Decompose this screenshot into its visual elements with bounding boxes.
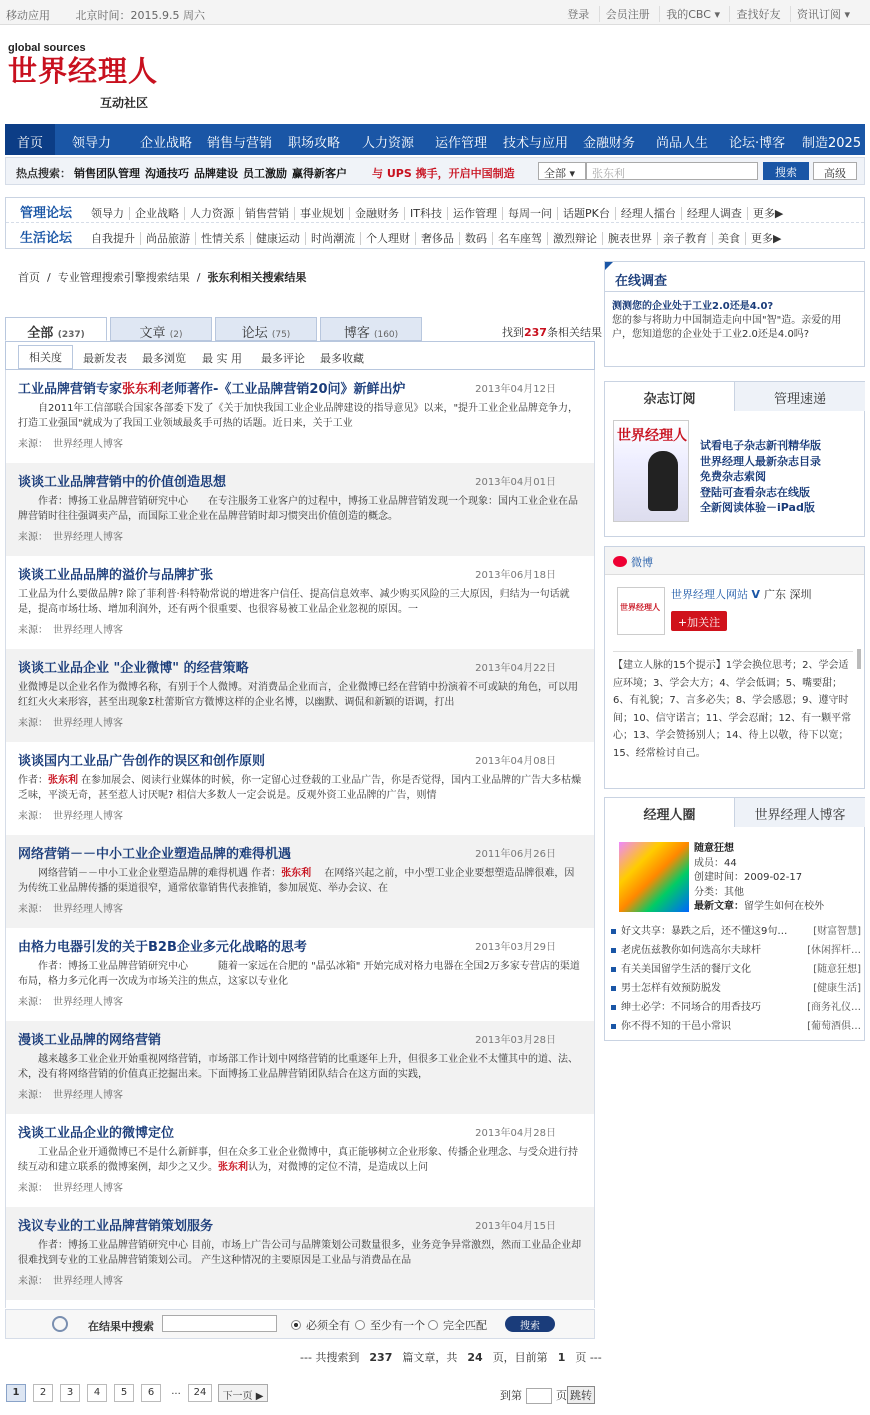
result-source: 来源： 世界经理人博客 xyxy=(18,718,123,729)
result-date: 2013年03月28日 xyxy=(475,1035,556,1046)
breadcrumb-home[interactable]: 首页 xyxy=(18,271,40,284)
news-subscribe-link[interactable]: 资讯订阅 ▾ xyxy=(790,6,856,22)
nav-hr[interactable]: 人力资源 xyxy=(362,136,415,151)
hot-keyword[interactable]: 品牌建设 xyxy=(194,167,238,180)
jump-button[interactable]: 跳转 xyxy=(567,1386,595,1404)
magazine-link[interactable]: 全新阅读体验－iPad版 xyxy=(700,501,815,514)
forum-more-link[interactable]: 更多▶ xyxy=(751,232,782,245)
breadcrumb-current: 张东利相关搜索结果 xyxy=(207,271,307,284)
result-source: 来源： 世界经理人博客 xyxy=(18,1183,123,1194)
result-summary xyxy=(18,866,582,896)
forum-link[interactable]: 个人理财 xyxy=(361,232,416,245)
hot-keyword[interactable]: 员工激励 xyxy=(243,167,287,180)
tab-manager-blog[interactable]: 世界经理人博客 xyxy=(735,798,865,827)
title-text: 谈谈工业品企业 "企业微博" 的经营策略 xyxy=(18,661,249,676)
tab-articles[interactable] xyxy=(110,317,212,341)
forum-link[interactable]: 领导力 xyxy=(86,207,130,220)
result-summary xyxy=(18,773,582,803)
result-source: 来源： 世界经理人博客 xyxy=(18,532,123,543)
result-date: 2013年04月01日 xyxy=(475,477,556,488)
result-summary xyxy=(18,680,582,710)
breadcrumb-sep: / xyxy=(47,271,51,284)
tab-label: 博客 xyxy=(343,326,370,341)
life-forum-row xyxy=(6,223,864,248)
search-input[interactable]: 张东利 xyxy=(586,162,758,180)
magnifier-icon xyxy=(52,1316,68,1332)
sort-relevance[interactable]: 相关度 xyxy=(18,345,73,369)
sort-most-comments[interactable]: 最多评论 xyxy=(261,352,305,365)
result-item xyxy=(6,649,594,742)
forum-link[interactable]: 名车座驾 xyxy=(493,232,548,245)
search-within-input[interactable] xyxy=(162,1315,277,1332)
manager-circle-box xyxy=(604,797,865,1041)
title-text: 工业品牌营销专家 xyxy=(18,382,123,397)
summary-text: 在网络兴起之前，中小型工业企业要想塑造品牌很难，因为传统工业品牌传播的渠道很窄，通常依靠销售代表推销，参加展览、举办会议、在 xyxy=(18,868,575,894)
circle-item-title: 男士怎样有效预防脱发 xyxy=(621,983,721,994)
goto-label: 到第 xyxy=(500,1389,522,1402)
search-within-results xyxy=(5,1309,595,1339)
tab-count: (75) xyxy=(271,330,291,340)
forum-link[interactable]: 每周一问 xyxy=(503,207,558,220)
breadcrumb-sep: / xyxy=(196,271,201,284)
forum-link[interactable]: 自我提升 xyxy=(86,232,141,245)
summary-highlight: 张东利 xyxy=(281,868,312,879)
circle-item-title: 你不得不知的干邑小常识 xyxy=(621,1021,731,1032)
result-source: 来源： 世界经理人博客 xyxy=(18,439,123,450)
summary-highlight: 张东利 xyxy=(48,775,78,786)
radio-label: 完全匹配 xyxy=(443,1319,487,1332)
forum-link[interactable]: 数码 xyxy=(460,232,493,245)
avatar-text: 世界经理人 xyxy=(620,603,660,612)
radio-exact-match[interactable] xyxy=(428,1317,487,1333)
result-summary xyxy=(18,587,582,617)
result-summary xyxy=(18,1052,582,1082)
result-summary xyxy=(18,401,582,431)
tab-count: (160) xyxy=(373,330,399,340)
group-created: 创建时间：2009-02-17 xyxy=(694,872,803,883)
forum-link[interactable]: 金融财务 xyxy=(350,207,405,220)
result-summary xyxy=(18,1145,582,1175)
online-survey-box xyxy=(604,261,865,367)
result-source: 来源： 世界经理人博客 xyxy=(18,811,123,822)
weibo-account-name[interactable]: 世界经理人网站 xyxy=(671,588,748,601)
survey-question-link[interactable]: 测测您的企业处于工业2.0还是4.0? xyxy=(612,301,774,312)
stats-text: 页 --- xyxy=(575,1351,602,1364)
mobile-app-link[interactable]: 移动应用 xyxy=(6,9,50,22)
summary-text: 越来越多工业企业开始重视网络营销，市场部工作计划中网络营销的比重逐年上升，但很多工业企业不太懂其中的道、法、术，没有将网络营销的价值真正挖掘出来。下面博扬工业品牌营销团队结合在这方面的实践， xyxy=(18,1054,578,1080)
found-suffix: 条相关结果 xyxy=(546,326,602,339)
tab-all[interactable] xyxy=(5,317,107,341)
tab-label: 论坛 xyxy=(241,326,268,341)
summary-text: 工业品为什么要做品牌? 除了菲利普·科特勒常说的增进客户信任、提高信息效率、减少购买风险的三大原因，归结为一句话就是，提高市场壮场、增加利润外，还有两个很重要、也很容易被工业品企业忽视的原因。一 xyxy=(18,589,570,615)
hot-keywords xyxy=(74,165,352,181)
result-date: 2011年06月26日 xyxy=(475,849,556,860)
summary-text: 认为，对微博的定位不清，是造成以上问 xyxy=(248,1162,428,1173)
title-highlight: 张东利 xyxy=(122,382,162,397)
register-link[interactable]: 会员注册 xyxy=(599,6,656,22)
page-link[interactable]: 4 xyxy=(87,1384,107,1402)
nav-sales-marketing[interactable]: 销售与营销 xyxy=(207,136,273,151)
stats-text: 篇文章，共 xyxy=(402,1351,458,1364)
forum-link[interactable]: 人力资源 xyxy=(185,207,240,220)
result-summary xyxy=(18,1238,582,1268)
forum-link[interactable]: 销售营销 xyxy=(240,207,295,220)
nav-tech[interactable]: 技术与应用 xyxy=(503,136,569,151)
result-summary xyxy=(18,494,582,524)
weibo-scrollbar[interactable] xyxy=(857,649,861,669)
latest-article-link[interactable]: 留学生如何在校外 xyxy=(744,901,824,912)
result-item xyxy=(6,742,594,835)
summary-text: 作者： xyxy=(18,775,48,786)
forum-link[interactable]: 性情关系 xyxy=(196,232,251,245)
result-item xyxy=(6,556,594,649)
stats-total: 237 xyxy=(369,1351,393,1364)
result-date: 2013年03月29日 xyxy=(475,942,556,953)
result-item xyxy=(6,1207,594,1300)
nav-lifestyle[interactable]: 尚品人生 xyxy=(656,136,709,151)
forum-link[interactable]: 话题PK台 xyxy=(558,207,616,220)
hot-search-label: 热点搜索： xyxy=(16,167,71,180)
forum-link[interactable]: 经理人擂台 xyxy=(616,207,682,220)
magazine-link[interactable]: 世界经理人最新杂志目录 xyxy=(700,454,821,468)
group-members: 成员：44 xyxy=(694,857,737,869)
title-text: 浅谈工业品企业的微博定位 xyxy=(18,1126,175,1141)
sort-most-favorites[interactable]: 最多收藏 xyxy=(320,352,364,365)
stats-pages: 24 xyxy=(467,1351,483,1364)
manage-forum-label[interactable]: 管理论坛 xyxy=(20,206,73,221)
cover-portrait xyxy=(648,451,678,511)
page-label: 页 xyxy=(556,1389,567,1402)
circle-list-item[interactable] xyxy=(611,998,861,1017)
life-forum-label[interactable]: 生活论坛 xyxy=(20,231,73,246)
weibo-icon xyxy=(613,556,627,567)
forum-link[interactable]: 企业战略 xyxy=(130,207,185,220)
forum-link[interactable]: 激烈辩论 xyxy=(548,232,603,245)
summary-text: 网络营销－－中小工业企业塑造品牌的难得机遇 作者： xyxy=(18,868,282,879)
magazine-link[interactable]: 免费杂志索阅 xyxy=(700,470,766,483)
circle-list-item[interactable] xyxy=(611,960,861,979)
hot-search-bar xyxy=(5,157,865,185)
result-type-tabs xyxy=(5,317,425,341)
forum-link[interactable]: 亲子教育 xyxy=(658,232,713,245)
circle-item-title: 有关美国留学生活的餐厅文化 xyxy=(621,964,751,975)
tab-label: 全部 xyxy=(27,326,54,341)
sort-most-viewed[interactable]: 最多浏览 xyxy=(142,352,186,365)
result-summary xyxy=(18,959,582,989)
result-source: 来源： 世界经理人博客 xyxy=(18,1090,123,1101)
page-jump-input[interactable] xyxy=(526,1388,552,1404)
page-link[interactable]: 5 xyxy=(114,1384,134,1402)
forum-link[interactable]: 腕表世界 xyxy=(603,232,658,245)
result-date: 2013年06月18日 xyxy=(475,570,556,581)
radio-label: 必须全有 xyxy=(306,1319,350,1332)
result-item xyxy=(6,835,594,928)
nav-career[interactable]: 职场攻略 xyxy=(288,136,341,151)
my-cbc-link[interactable]: 我的CBC ▾ xyxy=(659,6,726,22)
forum-link[interactable]: 奢侈品 xyxy=(416,232,460,245)
tab-label: 文章 xyxy=(139,326,166,341)
hot-keyword[interactable]: 销售团队管理 xyxy=(74,167,140,180)
magazine-box xyxy=(604,381,865,537)
radio-selected-icon xyxy=(291,1320,301,1330)
manage-forum-row xyxy=(6,198,864,223)
sort-newest[interactable]: 最新发表 xyxy=(83,352,127,365)
result-source: 来源： 世界经理人博客 xyxy=(18,1276,123,1287)
result-item xyxy=(6,463,594,556)
search-within-button[interactable]: 搜索 xyxy=(505,1316,555,1332)
stats-current: 1 xyxy=(557,1351,566,1364)
title-text: 老师著作-《工业品牌营销20问》新鲜出炉 xyxy=(161,382,406,397)
title-text: 漫谈工业品牌的网络营销 xyxy=(18,1033,162,1048)
find-friends-link[interactable]: 查找好友 xyxy=(729,6,786,22)
result-item xyxy=(6,1114,594,1207)
circle-group-tag: [健康生活] xyxy=(810,979,861,998)
circle-item-title: 好文共享：暴跌之后，还不懂这9句… xyxy=(621,926,788,937)
title-text: 由格力电器引发的关于B2B企业多元化战略的思考 xyxy=(18,940,307,955)
magazine-cover-image[interactable] xyxy=(613,420,689,522)
stats-text: --- 共搜索到 xyxy=(300,1351,360,1364)
forum-link[interactable]: 健康运动 xyxy=(251,232,306,245)
forum-link[interactable]: 经理人调查 xyxy=(682,207,748,220)
result-date: 2013年04月08日 xyxy=(475,756,556,767)
summary-text: 工业品企业开通微博已不是什么新鲜事，但在众多工业企业微博中，真正能够树立企业形象、传播企业理念、与受众进行持续互动和建立联系的微博案例，却少之又少。 xyxy=(18,1147,578,1173)
title-text: 谈谈工业品品牌的溢价与品牌扩张 xyxy=(18,568,214,583)
magazine-link[interactable]: 登陆可查看杂志在线版 xyxy=(700,485,810,499)
main-nav xyxy=(5,124,865,155)
circle-group-tag: [财富智慧] xyxy=(810,922,861,941)
tab-magazine-subscribe[interactable]: 杂志订阅 xyxy=(605,382,735,411)
tab-blog[interactable] xyxy=(320,317,422,341)
title-text: 谈谈国内工业品广告创作的误区和创作原则 xyxy=(18,754,266,769)
nav-made-2025[interactable]: 制造2025 xyxy=(802,136,862,151)
cover-title: 世界经理人 xyxy=(617,428,687,444)
summary-text: 作者：博扬工业品牌营销研究中心 在专注服务工业客户的过程中，博扬工业品牌营销发现一个现象：国内工业企业在品牌营销时往往强调卖产品，而国际工业企业在品牌营销时却习惯突出价值创造的概念。 xyxy=(18,496,578,522)
next-page-button[interactable]: 下一页 ▶ xyxy=(218,1384,268,1402)
result-source: 来源： 世界经理人博客 xyxy=(18,997,123,1008)
site-logo[interactable] xyxy=(8,42,168,112)
found-prefix: 找到 xyxy=(502,326,524,339)
magazine-link[interactable]: 试看电子杂志新刊精华版 xyxy=(700,439,821,452)
circle-item-title: 老虎伍兹教你如何选高尔夫球杆 xyxy=(621,945,761,956)
result-date: 2013年04月28日 xyxy=(475,1128,556,1139)
forum-link[interactable]: 运作管理 xyxy=(448,207,503,220)
result-source: 来源： 世界经理人博客 xyxy=(18,625,123,636)
result-item xyxy=(6,1021,594,1114)
title-text: 谈谈工业品牌营销中的价值创造思想 xyxy=(18,475,227,490)
tab-count: (2) xyxy=(169,330,183,340)
page-link[interactable]: 24 xyxy=(188,1384,212,1402)
latest-article-label: 最新文章： xyxy=(694,901,744,912)
tab-forum[interactable] xyxy=(215,317,317,341)
found-number: 237 xyxy=(524,326,547,339)
radio-icon xyxy=(428,1320,438,1330)
ups-promo-link[interactable]: 与 UPS 携手，开启中国制造 xyxy=(372,167,515,180)
result-source: 来源： 世界经理人博客 xyxy=(18,904,123,915)
page-jump xyxy=(500,1386,595,1404)
weibo-box xyxy=(604,546,865,789)
radio-all-terms[interactable] xyxy=(291,1317,350,1333)
radio-icon xyxy=(355,1320,365,1330)
forum-more-link[interactable]: 更多▶ xyxy=(752,207,784,220)
tab-count: (237) xyxy=(57,330,85,340)
nav-operations[interactable]: 运作管理 xyxy=(435,136,488,151)
forum-link[interactable]: 尚品旅游 xyxy=(141,232,196,245)
search-within-label: 在结果中搜索 xyxy=(88,1320,154,1333)
summary-text: 自2011年工信部联合国家各部委下发了《关于加快我国工业企业品牌建设的指导意见》以来，"提升工业企业品牌竞争力，打造工业强国"就成为了我国工业领域最炙手可热的话题。近日来，关于工业 xyxy=(18,403,579,429)
forum-link[interactable]: 美食 xyxy=(713,232,746,245)
logo-title: 世界经理人 xyxy=(8,54,159,88)
title-text: 浅议专业的工业品牌营销策划服务 xyxy=(18,1219,214,1234)
circle-list-item[interactable] xyxy=(611,922,861,941)
circle-list-item[interactable] xyxy=(611,1017,861,1036)
beijing-time: 北京时间：2015.9.5 周六 xyxy=(75,9,205,22)
group-image[interactable] xyxy=(619,842,689,912)
result-date: 2013年04月22日 xyxy=(475,663,556,674)
nav-strategy[interactable]: 企业战略 xyxy=(140,136,193,151)
summary-text: 作者：博扬工业品牌营销研究中心 随着一家远在合肥的 "晶弘冰箱" 开始完成对格力电器在全国2万多家专营店的渠道布局，格力多元化再一次成为市场关注的焦点，这家以专业化 xyxy=(18,961,580,987)
hot-keyword[interactable]: 沟通技巧 xyxy=(145,167,189,180)
nav-home[interactable]: 首页 xyxy=(5,124,55,155)
advanced-search-button[interactable]: 高级 xyxy=(813,162,857,180)
result-date: 2013年04月15日 xyxy=(475,1221,556,1232)
summary-text: 在参加展会、阅读行业媒体的时候，你一定留心过登载的工业品广告，你是否觉得，国内工业品牌的广告大多枯燥乏味，平淡无奇，甚至惹人讨厌呢? 相信大多数人一定会说是。反观外资工业品牌的广告，则情 xyxy=(18,775,582,801)
circle-list-item[interactable] xyxy=(611,979,861,998)
tab-management-express[interactable]: 管理速递 xyxy=(735,382,865,411)
forum-link[interactable]: 事业规划 xyxy=(295,207,350,220)
result-item xyxy=(6,370,594,463)
breadcrumb-level2[interactable]: 专业管理搜索引擎搜索结果 xyxy=(57,271,190,284)
global-sources-brand: global sources xyxy=(8,42,86,54)
weibo-avatar[interactable] xyxy=(617,587,665,635)
group-name[interactable]: 随意狂想 xyxy=(694,843,734,854)
nav-forum-blog[interactable]: 论坛·博客 xyxy=(729,136,786,151)
result-date: 2013年04月12日 xyxy=(475,384,556,395)
forum-links xyxy=(5,197,865,249)
survey-title: 在线调查 xyxy=(605,262,864,292)
result-stats xyxy=(300,1349,602,1365)
logo-subtitle: 互动社区 xyxy=(100,96,149,110)
page-link[interactable]: 2 xyxy=(33,1384,53,1402)
page-link[interactable]: 3 xyxy=(60,1384,80,1402)
radio-any-term[interactable] xyxy=(355,1317,425,1333)
summary-text: 业微博是以企业名作为微博名称，有别于个人微博。对消费品企业而言，企业微博已经在营销中扮演着不可或缺的角色，可以用红红火火来形容，甚至出现象Σ杜蕾斯官方微博这样的企业名博，以幽默、调侃和新颖的语调，打出 xyxy=(18,682,578,708)
search-results xyxy=(5,370,595,1308)
circle-group-tag: [随意狂想] xyxy=(810,960,861,979)
nav-leadership[interactable]: 领导力 xyxy=(72,136,112,151)
nav-finance[interactable]: 金融财务 xyxy=(583,136,636,151)
summary-highlight: 张东利 xyxy=(218,1162,248,1173)
result-item xyxy=(6,928,594,1021)
sort-most-useful[interactable]: 最 实 用 xyxy=(202,352,242,365)
weibo-label[interactable]: 微博 xyxy=(631,556,653,569)
page-link[interactable]: 6 xyxy=(141,1384,161,1402)
title-text: 网络营销－－中小工业企业塑造品牌的难得机遇 xyxy=(18,847,292,862)
page-link[interactable]: 1 xyxy=(6,1384,26,1402)
circle-item-title: 绅士必学：不同场合的用香技巧 xyxy=(621,1002,761,1013)
top-bar xyxy=(0,0,870,25)
search-button[interactable]: 搜索 xyxy=(763,162,809,180)
circle-list-item[interactable] xyxy=(611,941,861,960)
tab-manager-circle[interactable]: 经理人圈 xyxy=(605,798,735,827)
result-count xyxy=(502,324,602,340)
sort-tabs xyxy=(5,341,595,370)
circle-group-tag: [休闲挥杆… xyxy=(804,941,861,960)
verified-icon: V xyxy=(751,588,761,601)
hot-keyword[interactable]: 赢得新客户 xyxy=(292,167,347,180)
radio-label: 至少有一个 xyxy=(370,1319,425,1332)
circle-group-tag: [葡萄酒俱… xyxy=(804,1017,861,1036)
survey-text: 您的参与将助力中国制造走向中国"智"造。亲爱的用户，您知道您的企业处于工业2.0还是4.0吗? xyxy=(612,315,842,340)
page-ellipsis: ... xyxy=(171,1386,181,1397)
forum-link[interactable]: IT科技 xyxy=(405,207,448,220)
stats-text: 页，目前第 xyxy=(492,1351,548,1364)
summary-text: 作者：博扬工业品牌营销研究中心 目前，市场上广告公司与品牌策划公司数量很多，业务竞争异常激烈，然而工业品企业却很难找到专业的工业品牌营销策划公司。 产生这种情况的主要原因是工业品与消费品在品 xyxy=(18,1240,582,1266)
weibo-location: 广东 深圳 xyxy=(764,588,812,601)
forum-link[interactable]: 时尚潮流 xyxy=(306,232,361,245)
search-scope-select[interactable]: 全部 ▾ xyxy=(538,162,586,180)
group-category: 分类：其他 xyxy=(694,886,744,898)
follow-button[interactable]: +加关注 xyxy=(671,611,727,631)
weibo-post-text: 【建立人脉的15个提示】1学会换位思考；2、学会适应环境；3、学会大方；4、学会低调；5、嘴要甜；6、有礼貌；7、言多必失；8、学会感恩；9、遵守时间；10、信守诺言；11、学会忍耐；12、有一颗平常心；13、学会赞扬别人；14、待上以敬，待下以宽；15、经常检讨自己。 xyxy=(613,651,853,769)
breadcrumb xyxy=(18,269,306,285)
circle-group-tag: [商务礼仪… xyxy=(804,998,861,1017)
login-link[interactable]: 登录 xyxy=(567,8,590,21)
